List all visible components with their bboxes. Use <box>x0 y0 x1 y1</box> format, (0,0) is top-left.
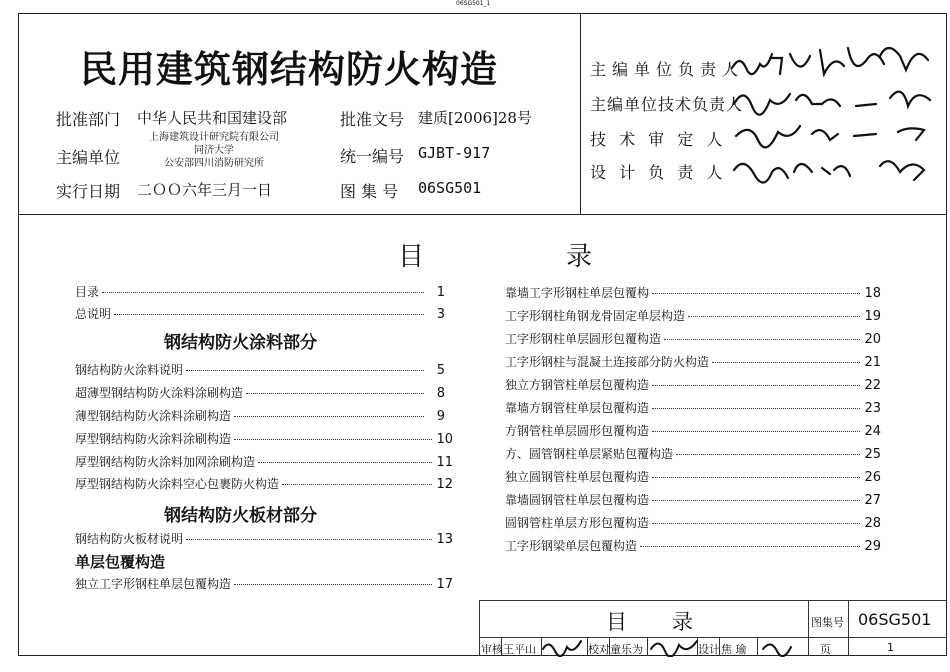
toc-leader <box>664 339 860 340</box>
handwritten-signatures <box>730 40 940 210</box>
title-block-title-left: 目 <box>606 610 627 634</box>
editor-unit-list <box>138 131 290 170</box>
toc-item-page: 9 <box>436 409 445 424</box>
approve-dept-value: 中华人民共和国建设部 <box>137 109 288 127</box>
title-block-page-value: 1 <box>887 641 894 654</box>
toc-leader <box>186 370 424 371</box>
toc-leader <box>652 477 860 478</box>
toc-item[interactable] <box>75 305 445 322</box>
toc-item[interactable] <box>505 330 881 347</box>
toc-item-page: 26 <box>864 470 881 485</box>
toc-leader <box>676 454 860 455</box>
toc-item-page: 24 <box>864 424 881 439</box>
unified-no-value: GJBT-917 <box>418 144 491 162</box>
toc-leader <box>114 314 424 315</box>
title-block-design-label: 设计 <box>698 643 720 656</box>
toc-item-page: 20 <box>864 332 881 347</box>
toc-item[interactable] <box>505 376 881 393</box>
toc-item-page: 21 <box>864 355 881 370</box>
editor-unit-1: 上海建筑设计研究院有限公司 <box>149 132 279 143</box>
approve-no-label: 批准文号 <box>340 110 405 129</box>
toc-leader <box>652 385 860 386</box>
toc-item-page: 11 <box>436 455 453 470</box>
toc-item[interactable] <box>505 353 881 370</box>
section-heading-board: 钢结构防火板材部分 <box>164 506 317 526</box>
toc-item-page: 29 <box>864 539 881 554</box>
toc-item-title: 工字形钢柱与混凝土连接部分防火构造 <box>505 355 710 369</box>
toc-item-title: 目录 <box>75 285 100 299</box>
title-block-title-right: 录 <box>672 610 693 634</box>
toc-leader <box>186 539 432 540</box>
toc-item[interactable] <box>505 307 881 324</box>
toc-heading-right: 录 <box>566 242 593 272</box>
toc-item-title: 独立方钢管柱单层包覆构造 <box>505 378 650 392</box>
toc-item-title: 靠墙方钢管柱单层包覆构造 <box>505 401 650 415</box>
title-block-design-name: 焦 瑜 <box>721 643 747 656</box>
toc-leader <box>640 546 860 547</box>
effective-date-label: 实行日期 <box>56 182 121 201</box>
sign-row-label-1: 主编单位负责人 <box>590 60 745 79</box>
toc-leader <box>712 362 860 363</box>
toc-item[interactable] <box>505 284 881 301</box>
toc-item[interactable] <box>75 407 445 424</box>
toc-item[interactable] <box>75 384 445 401</box>
toc-item-page: 8 <box>436 386 445 401</box>
toc-item-title: 工字形钢柱单层圆形包覆构造 <box>505 332 662 346</box>
toc-item-page: 17 <box>436 577 453 592</box>
toc-item-page: 3 <box>436 307 445 322</box>
unified-no-label: 统一编号 <box>340 147 405 166</box>
section-heading-coating: 钢结构防火涂料部分 <box>164 333 317 353</box>
title-block-page-label: 页 <box>820 643 831 656</box>
title-block-check-label: 校对 <box>588 643 610 656</box>
toc-leader <box>246 393 424 394</box>
toc-item[interactable] <box>505 445 881 462</box>
subsection-heading: 单层包覆构造 <box>75 553 166 571</box>
toc-leader <box>652 523 860 524</box>
toc-leader <box>234 439 432 440</box>
toc-leader <box>234 416 424 417</box>
toc-item[interactable] <box>75 575 453 592</box>
toc-item-title: 厚型钢结构防火涂料涂刷构造 <box>75 432 232 446</box>
toc-leader <box>652 431 860 432</box>
toc-item-title: 厚型钢结构防火涂料空心包裹防火构造 <box>75 477 280 491</box>
toc-item[interactable] <box>505 399 881 416</box>
toc-item[interactable] <box>505 422 881 439</box>
editor-unit-3: 公安部四川消防研究所 <box>164 158 264 169</box>
toc-leader <box>652 293 860 294</box>
toc-leader <box>688 316 860 317</box>
title-block-atlas-label: 图集号 <box>811 616 844 629</box>
toc-item-title: 钢结构防火涂料说明 <box>75 363 184 377</box>
approve-no-value: 建质[2006]28号 <box>418 109 532 127</box>
header-split <box>580 13 581 214</box>
toc-item-page: 19 <box>864 309 881 324</box>
title-block-review-label: 审核 <box>481 643 503 656</box>
sign-row-label-3: 技 术 审 定 人 <box>590 130 727 149</box>
toc-item-page: 23 <box>864 401 881 416</box>
toc-item-title: 超薄型钢结构防火涂料涂刷构造 <box>75 386 244 400</box>
toc-item-title: 方钢管柱单层圆形包覆构造 <box>505 424 650 438</box>
toc-item-title: 总说明 <box>75 307 112 321</box>
editor-unit-label: 主编单位 <box>56 148 121 167</box>
toc-item-title: 方、圆管钢柱单层紧贴包覆构造 <box>505 447 674 461</box>
header-divider <box>18 214 947 215</box>
toc-heading-left: 目 <box>398 242 425 272</box>
toc-item-page: 10 <box>436 432 453 447</box>
toc-item[interactable] <box>75 475 453 492</box>
toc-leader <box>282 484 432 485</box>
top-code: 06SG501_1 <box>456 0 491 7</box>
sign-row-label-2: 主编单位技术负责人 <box>590 95 744 114</box>
toc-item-title: 薄型钢结构防火涂料涂刷构造 <box>75 409 232 423</box>
toc-item-title: 圆钢管柱单层方形包覆构造 <box>505 516 650 530</box>
toc-item-page: 1 <box>436 285 445 300</box>
atlas-no-label: 图 集 号 <box>340 182 399 201</box>
toc-item-title: 靠墙圆钢管柱单层包覆构造 <box>505 493 650 507</box>
toc-item-title: 靠墙工字形钢柱单层包覆构 <box>505 286 650 300</box>
toc-item[interactable] <box>75 453 453 470</box>
toc-item[interactable] <box>75 530 453 547</box>
approve-dept-label: 批准部门 <box>56 110 121 129</box>
toc-item-title: 钢结构防火板材说明 <box>75 532 184 546</box>
title-block-signatures <box>541 637 861 657</box>
toc-item[interactable] <box>505 514 881 531</box>
toc-item-title: 工字形钢柱角钢龙骨固定单层构造 <box>505 309 686 323</box>
sign-row-label-4: 设 计 负 责 人 <box>590 163 727 182</box>
toc-item[interactable] <box>505 491 881 508</box>
toc-leader <box>102 292 424 293</box>
editor-unit-2: 同济大学 <box>194 145 234 156</box>
toc-item-page: 5 <box>436 363 445 378</box>
toc-item[interactable] <box>505 537 881 554</box>
toc-item-title: 独立工字形钢柱单层包覆构造 <box>75 577 232 591</box>
toc-leader <box>652 500 860 501</box>
document-title: 民用建筑钢结构防火构造 <box>80 48 498 91</box>
toc-item-page: 28 <box>864 516 881 531</box>
toc-item-title: 独立圆钢管柱单层包覆构造 <box>505 470 650 484</box>
toc-item-title: 厚型钢结构防火涂料加网涂刷构造 <box>75 455 256 469</box>
toc-item-page: 12 <box>436 477 453 492</box>
toc-item-page: 13 <box>436 532 453 547</box>
toc-item[interactable] <box>75 430 453 447</box>
toc-item-page: 22 <box>864 378 881 393</box>
atlas-no-value: 06SG501 <box>418 179 482 197</box>
toc-leader <box>234 584 432 585</box>
toc-leader <box>258 462 432 463</box>
toc-item[interactable] <box>75 361 445 378</box>
toc-item[interactable] <box>75 283 445 300</box>
toc-item-page: 27 <box>864 493 881 508</box>
toc-item-title: 工字形钢梁单层包覆构造 <box>505 539 638 553</box>
toc-item-page: 18 <box>864 286 881 301</box>
toc-item[interactable] <box>505 468 881 485</box>
title-block-review-name: 王平山 <box>503 643 536 656</box>
toc-leader <box>652 408 860 409</box>
effective-date-value: 二ＯＯ六年三月一日 <box>137 181 273 199</box>
title-block-check-name: 童乐为 <box>610 643 643 656</box>
title-block-atlas-value: 06SG501 <box>858 610 932 629</box>
toc-item-page: 25 <box>864 447 881 462</box>
